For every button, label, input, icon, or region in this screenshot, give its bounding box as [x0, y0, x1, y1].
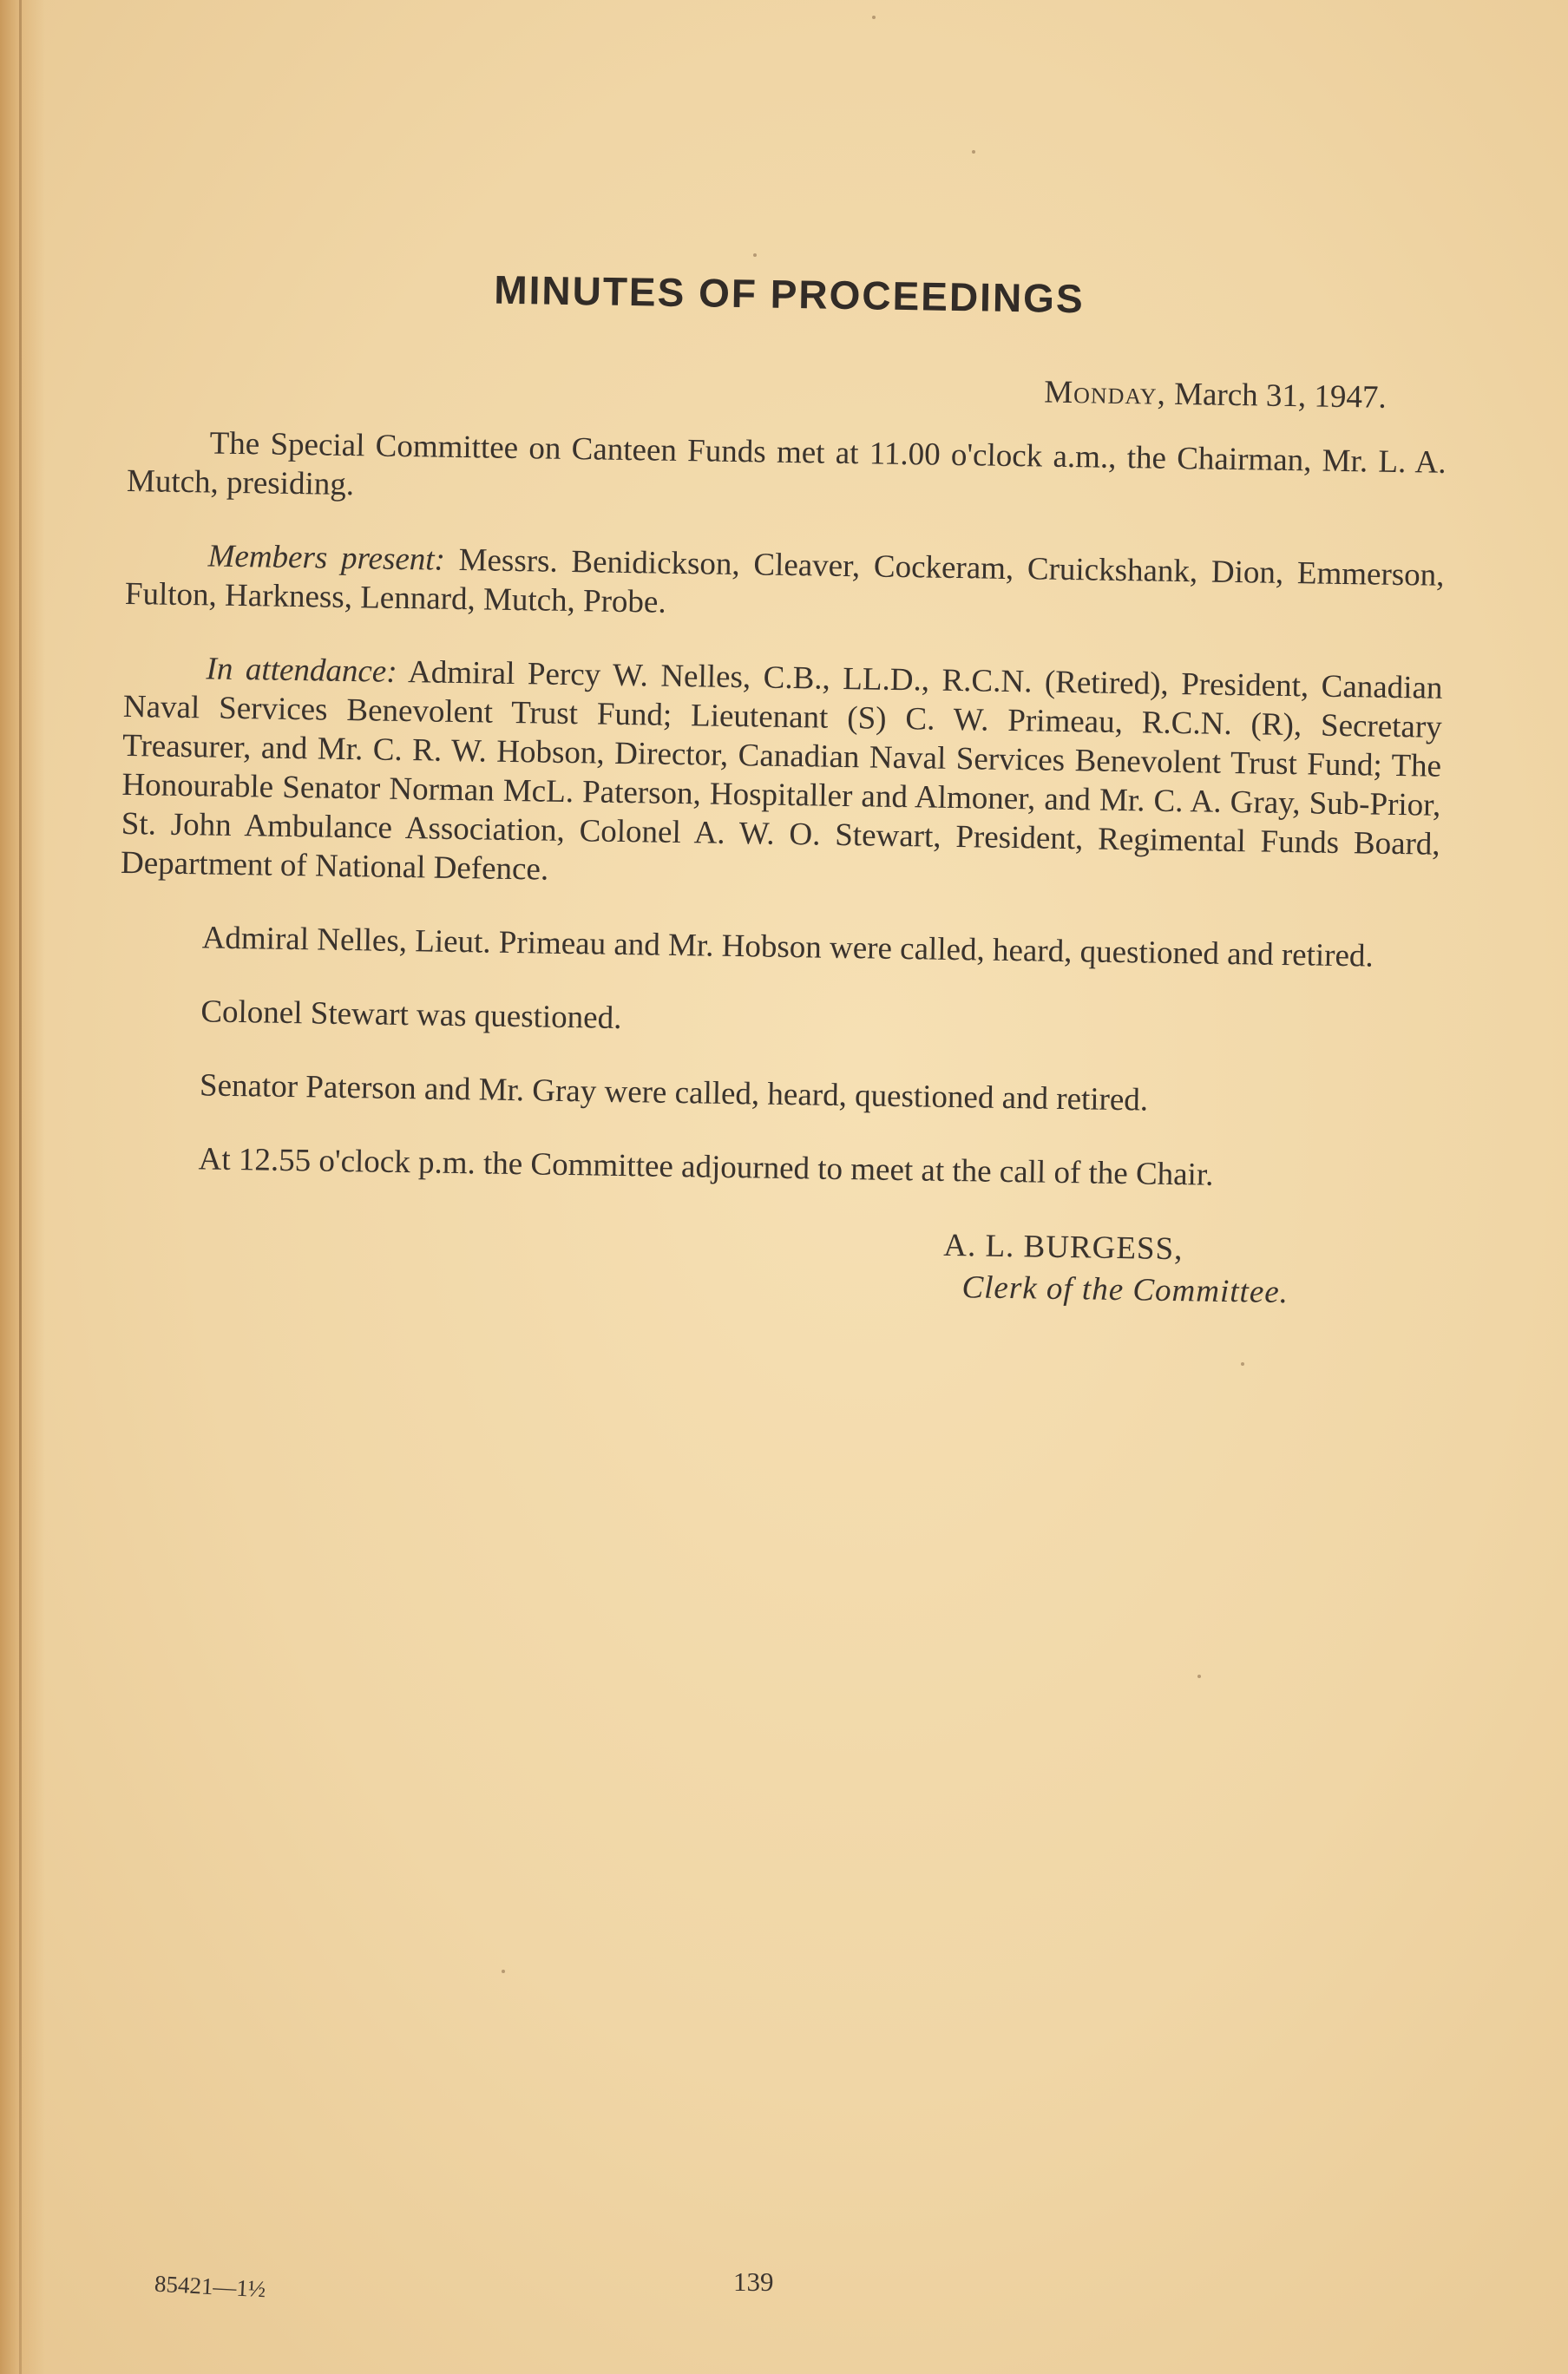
page-number: 139	[733, 2266, 774, 2297]
paper-speck	[502, 1970, 505, 1973]
meeting-date	[128, 359, 1387, 416]
witnesses-paragraph-1: Admiral Nelles, Lieut. Primeau and Mr. Hobson were called, heard, questioned and retired.	[201, 920, 1374, 974]
book-spine-shadow	[0, 0, 45, 2374]
in-attendance-label: In attendance:	[206, 651, 397, 690]
meeting-date-rest: March 31, 1947.	[1173, 376, 1388, 416]
signature-block	[942, 1225, 1434, 1316]
members-present-paragraph	[125, 535, 1445, 634]
clerk-name: A. L. BURGESS,	[942, 1227, 1184, 1268]
paper-speck	[1197, 1675, 1201, 1678]
witnesses-paragraph-3: Senator Paterson and Mr. Gray were called, heard, questioned and retired.	[199, 1067, 1149, 1118]
minutes-body	[114, 260, 1449, 1316]
opening-paragraph: The Special Committee on Canteen Funds met at 11.00 o'clock a.m., the Chairman, Mr. L. A. Mutch, presiding.	[126, 425, 1447, 503]
clerk-title: Clerk of the Committee.	[961, 1269, 1289, 1311]
meeting-weekday: Monday,	[1043, 374, 1167, 412]
members-present-label: Members present:	[207, 538, 446, 578]
in-attendance-paragraph	[121, 648, 1443, 903]
witnesses-paragraph-2: Colonel Stewart was questioned.	[200, 994, 622, 1037]
paper-speck	[753, 253, 757, 257]
in-attendance-text: Admiral Percy W. Nelles, C.B., LL.D., R.C.N. (Retired), President, Canadian Naval Services Benevolent Trust Fund; Lieutenant (S) C. W. Primeau, R.C.N. (R), Secretary Treasurer, and Mr. C. R. W. Hobson, Director, Canadian Naval Services Benevolent Trust Fund; The Honourable Senator Norman McL. Paterson, Hospitaller and Almoner, and Mr. C. A. Gray, Sub-Prior, St. John Ambulance Association, Colonel A. W. O. Stewart, President, Regimental Funds Board, Department of National Defence.	[120, 653, 1443, 888]
print-code: 85421—1½	[154, 2270, 266, 2303]
paper-speck	[972, 150, 975, 154]
members-present-text: Messrs. Benidickson, Cleaver, Cockeram, Cruickshank, Dion, Emmerson, Fulton, Harkness, Lennard, Mutch, Probe.	[124, 541, 1445, 620]
paper-speck	[872, 16, 876, 19]
binding-edge	[19, 0, 22, 2374]
paper-speck	[1241, 1362, 1244, 1366]
page-title: MINUTES OF PROCEEDINGS	[493, 266, 1086, 322]
adjournment-paragraph: At 12.55 o'clock p.m. the Committee adjourned to meet at the call of the Chair.	[198, 1141, 1214, 1193]
